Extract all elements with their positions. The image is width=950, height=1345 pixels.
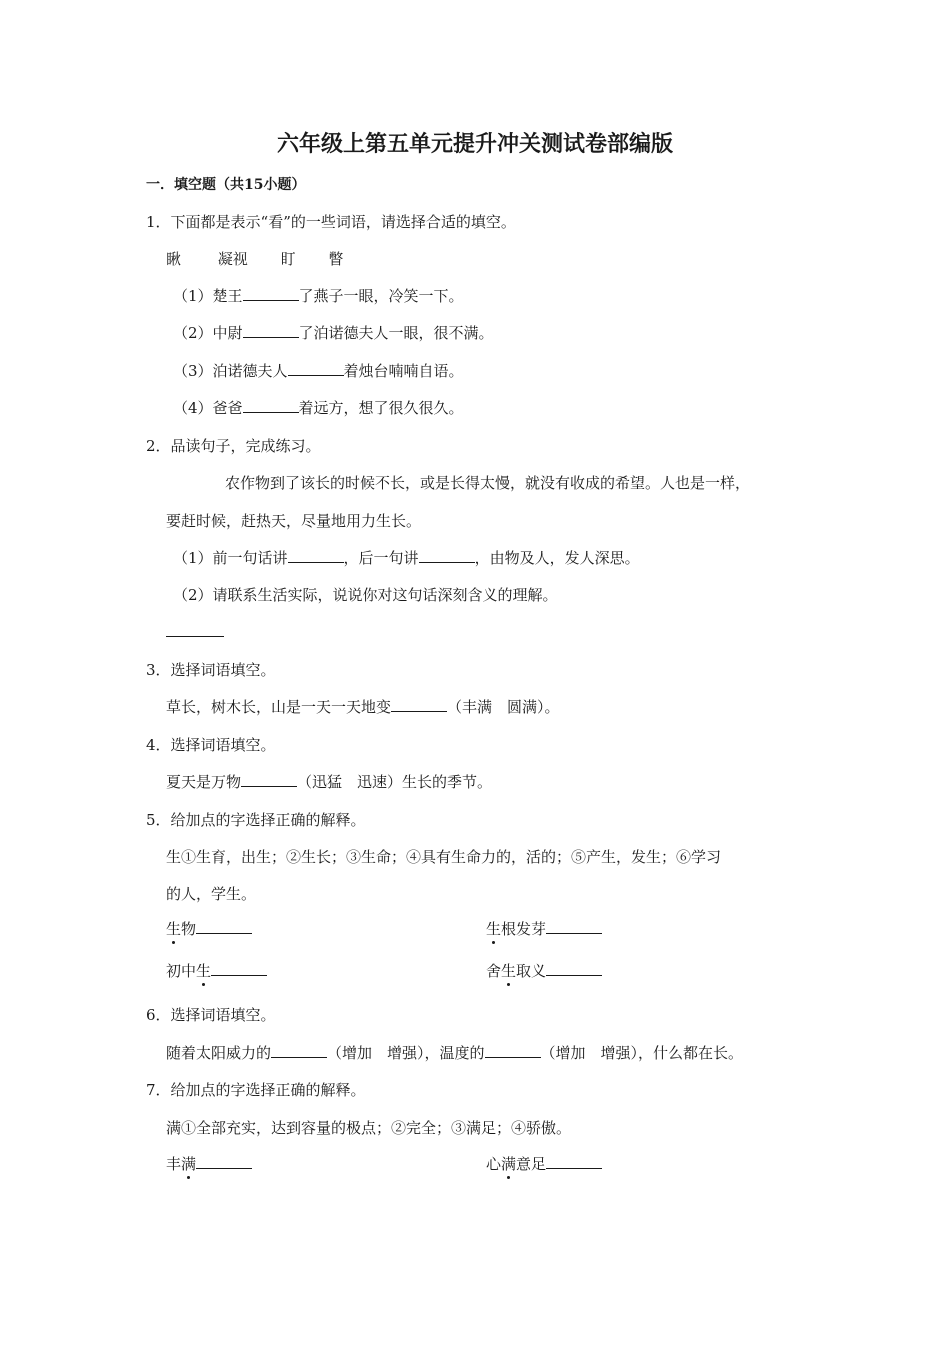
q1-word: 瞅 [166,250,182,268]
q7-stem: 7．给加点的字选择正确的解释。 [146,1081,366,1099]
answer-blank[interactable] [241,772,297,787]
answer-blank[interactable] [288,361,344,376]
q2-stem: 2．品读句子，完成练习。 [146,437,321,455]
q5-definitions-cont: 的人，学生。 [166,885,257,903]
answer-blank[interactable] [196,1154,252,1169]
q6-body: 随着太阳威力的 （增加 增强），温度的 （增加 增强），什么都在长。 [166,1044,744,1062]
answer-blank[interactable] [546,961,602,976]
answer-blank[interactable] [546,1154,602,1169]
q7-definitions: 满①全部充实，达到容量的极点；②完全；③满足；④骄傲。 [166,1119,572,1137]
q5-word-item: 生物 [166,919,252,939]
q2-passage-line1: 农作物到了该长的时候不长，或是长得太慢，就没有收成的希望。人也是一样， [225,474,751,492]
q5-word-item: 生根发芽 [486,919,602,939]
q2-answer-line [166,622,224,642]
answer-blank[interactable] [196,919,252,934]
q4-stem: 4．选择词语填空。 [146,736,276,754]
q1-item: （4）爸爸 着远方，想了很久很久。 [173,399,464,417]
q7-word-item: 丰满 [166,1154,252,1174]
q1-stem: 1．下面都是表示“看”的一些词语，请选择合适的填空。 [146,213,516,231]
q5-word-item: 舍生取义 [486,961,602,981]
q3-body: 草长，树木长，山是一天一天地变 （丰满 圆满）。 [166,698,560,716]
q1-word: 凝视 [217,250,248,268]
q1-item: （1）楚王 了燕子一眼，冷笑一下。 [173,287,464,305]
q1-item: （3）泊诺德夫人 着烛台喃喃自语。 [173,362,464,380]
q2-sub2: （2）请联系生活实际，说说你对这句话深刻含义的理解。 [173,586,558,604]
answer-blank[interactable] [288,548,344,563]
page-title: 六年级上第五单元提升冲关测试卷部编版 [276,131,673,157]
answer-blank[interactable] [271,1043,327,1058]
answer-blank[interactable] [243,286,299,301]
q1-word: 盯 [280,250,296,268]
answer-blank[interactable] [166,622,224,637]
q5-stem: 5．给加点的字选择正确的解释。 [146,811,366,829]
q3-stem: 3．选择词语填空。 [146,661,276,679]
q5-word-item: 初中生 [166,961,267,981]
q1-item: （2）中尉 了泊诺德夫人一眼，很不满。 [173,324,494,342]
q5-definitions: 生①生育，出生；②生长；③生命；④具有生命力的，活的；⑤产生，发生；⑥学习 [166,848,722,866]
answer-blank[interactable] [391,697,447,712]
q2-sub1: （1）前一句话讲 ，后一句讲 ，由物及人，发人深思。 [173,549,640,567]
answer-blank[interactable] [419,548,475,563]
answer-blank[interactable] [211,961,267,976]
q1-word: 瞥 [328,250,344,268]
q4-body: 夏天是万物 （迅猛 迅速）生长的季节。 [166,773,493,791]
answer-blank[interactable] [546,919,602,934]
answer-blank[interactable] [243,398,299,413]
q1-word-bank [166,249,343,269]
q2-passage-line2: 要赶时候，赶热天，尽量地用力生长。 [166,512,422,530]
q7-word-item: 心满意足 [486,1154,602,1174]
q6-stem: 6．选择词语填空。 [146,1006,276,1024]
answer-blank[interactable] [485,1043,541,1058]
answer-blank[interactable] [243,323,299,338]
section-heading: 一．填空题（共15小题） [146,177,306,193]
